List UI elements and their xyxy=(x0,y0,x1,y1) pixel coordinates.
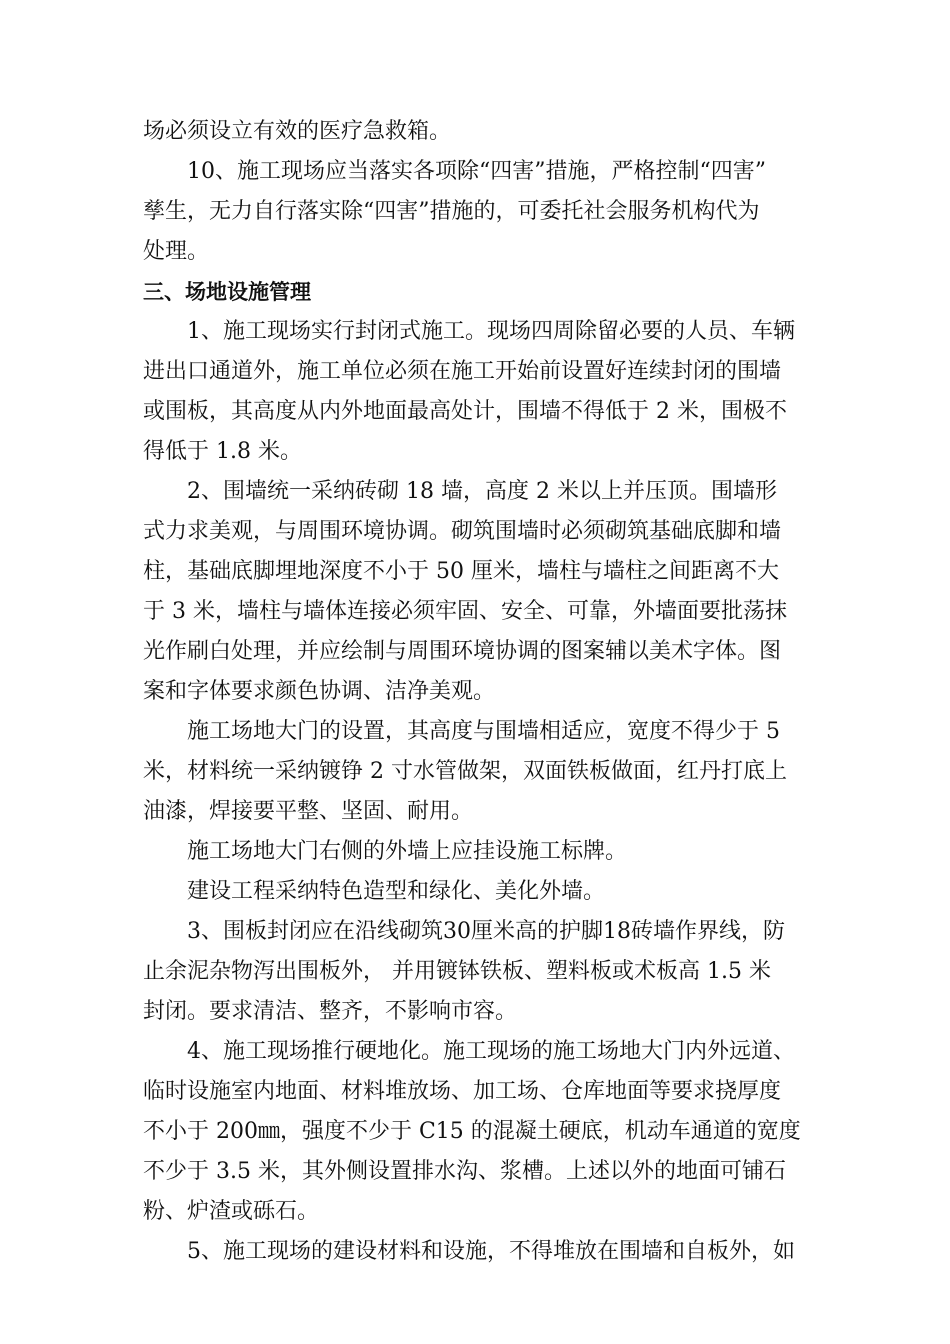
text-line: 10、施工现场应当落实各项除“四害”措施，严格控制“四害” xyxy=(187,159,766,184)
text-line: 2、围墙统一采纳砖砌 18 墙，高度 2 米以上并压顶。围墙形 xyxy=(187,479,777,504)
text-line: 进出口通道外，施工单位必须在施工开始前设置好连续封闭的围墙 xyxy=(143,359,782,384)
text-line: 建设工程采纳特色造型和绿化、美化外墙。 xyxy=(187,879,606,904)
text-line: 4、施工现场推行硬地化。施工现场的施工场地大门内外远道、 xyxy=(187,1039,795,1064)
text-line: 米，材料统一采纳镀铮 2 寸水管做架，双面铁板做面，红丹打底上 xyxy=(143,759,787,784)
text-line: 临时设施室内地面、材料堆放场、加工场、仓库地面等要求挠厚度 xyxy=(143,1079,782,1104)
text-line: 案和字体要求颜色协调、洁净美观。 xyxy=(143,679,496,704)
text-line: 5、施工现场的建设材料和设施，不得堆放在围墙和自板外，如 xyxy=(187,1239,795,1264)
text-line: 封闭。要求清洁、整齐，不影响市容。 xyxy=(143,999,518,1024)
text-line: 光作刷白处理，并应绘制与周围环境协调的图案辅以美术字体。图 xyxy=(143,639,782,664)
text-line: 油漆，焊接要平整、坚固、耐用。 xyxy=(143,799,474,824)
text-line: 或围板，其高度从内外地面最高处计，围墙不得低于 2 米，围极不 xyxy=(143,399,787,424)
text-line: 柱，基础底脚埋地深度不小于 50 厘米，墙柱与墙柱之间距离不大 xyxy=(143,559,779,584)
text-line: 式力求美观，与周围环境协调。砌筑围墙时必须砌筑基础底脚和墙 xyxy=(143,519,782,544)
text-line: 处理。 xyxy=(143,239,210,264)
text-line: 不少于 3.5 米，其外侧设置排水沟、浆槽。上述以外的地面可铺石 xyxy=(143,1159,786,1184)
text-line: 3、围板封闭应在沿线砌筑30厘米高的护脚18砖墙作界线，防 xyxy=(187,919,785,944)
text-line: 得低于 1.8 米。 xyxy=(143,439,302,464)
text-line: 粉、炉渣或砾石。 xyxy=(143,1199,320,1224)
text-line: 不小于 200㎜，强度不少于 C15 的混凝土硬底，机动车通道的宽度 xyxy=(143,1119,801,1144)
text-line: 孳生，无力自行落实除“四害”措施的，可委托社会服务机构代为 xyxy=(143,199,760,224)
text-line: 场必须设立有效的医疗急救箱。 xyxy=(143,119,452,144)
document-body xyxy=(143,112,811,1272)
text-line: 施工场地大门右侧的外墙上应挂设施工标牌。 xyxy=(187,839,628,864)
text-line: 施工场地大门的设置，其高度与围墙相适应，宽度不得少于 5 xyxy=(187,719,780,744)
text-line: 止余泥杂物泻出围板外， 并用镀钵铁板、塑料板或术板高 1.5 米 xyxy=(143,959,771,984)
text-line: 于 3 米，墙柱与墙体连接必须牢固、安全、可靠，外墙面要批荡抹 xyxy=(143,599,787,624)
text-line: 1、施工现场实行封闭式施工。现场四周除留必要的人员、车辆 xyxy=(187,319,795,344)
section-heading: 三、场地设施管理 xyxy=(143,280,311,304)
